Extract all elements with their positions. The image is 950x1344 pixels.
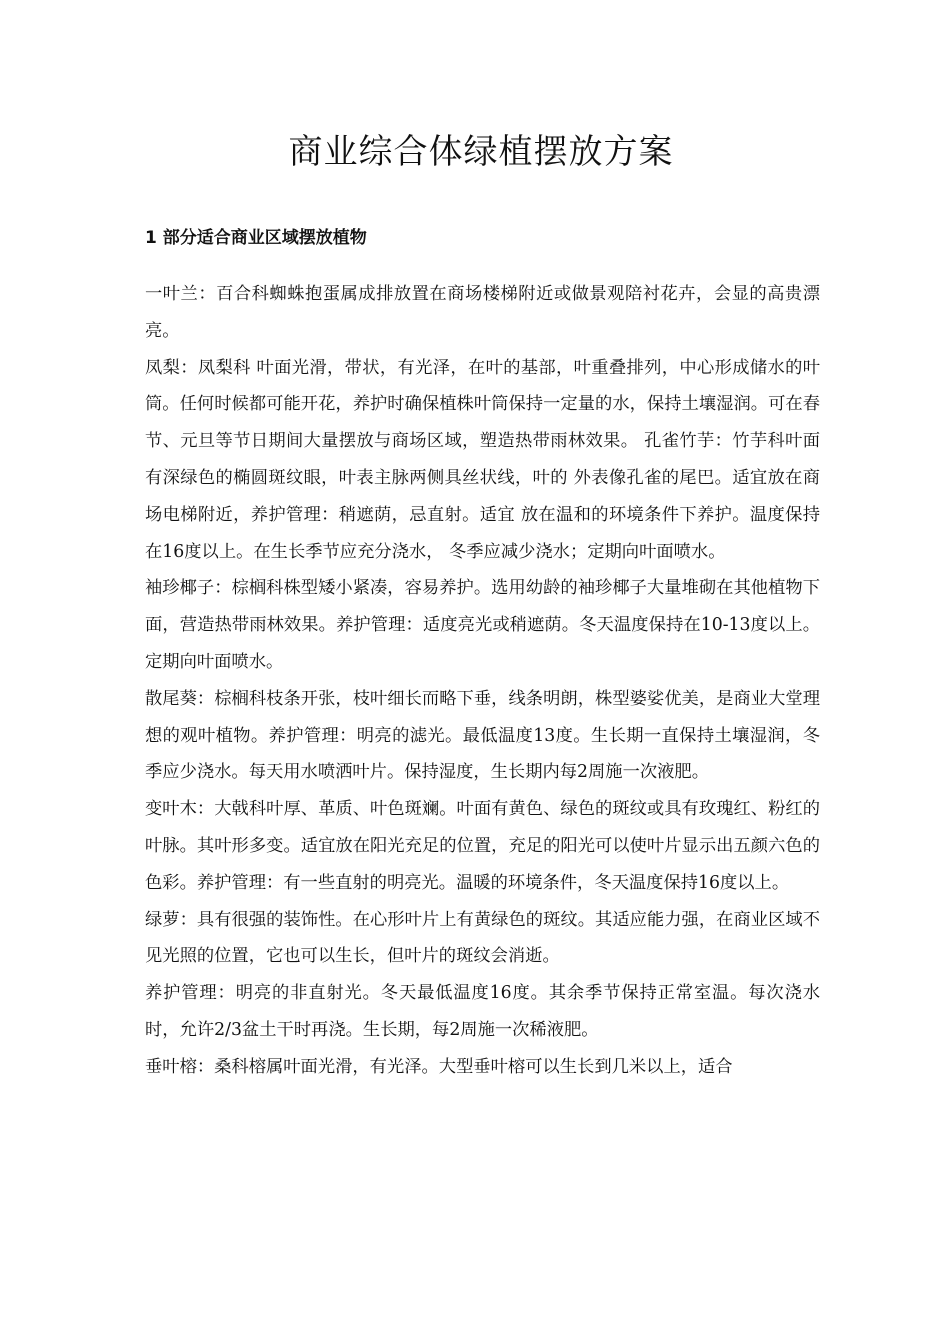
paragraph-yanghu: 养护管理：明亮的非直射光。冬天最低温度16度。其余季节保持正常室温。每次浇水时，允许2/3盆土干时再浇。生长期，每2周施一次稀液肥。 xyxy=(145,983,820,1040)
paragraph-bianyemu: 变叶木：大戟科叶厚、革质、叶色斑斓。叶面有黄色、绿色的斑纹或具有玫瑰红、粉红的叶脉。其叶形多变。适宜放在阳光充足的位置，充足的阳光可以使叶片显示出五颜六色的色彩。养护管理：有一些直射的明亮光。温暖的环境条件，冬天温度保持16度以上。 xyxy=(145,799,820,893)
paragraph-sanweikui: 散尾葵：棕榈科枝条开张，枝叶细长而略下垂，线条明朗，株型婆娑优美，是商业大堂理想的观叶植物。养护管理：明亮的滤光。最低温度13度。生长期一直保持土壤湿润，冬季应少浇水。每天用水喷洒叶片。保持湿度，生长期内每2周施一次液肥。 xyxy=(145,688,820,783)
paragraph-lvluo: 绿萝：具有很强的装饰性。在心形叶片上有黄绿色的斑纹。其适应能力强，在商业区域不见光照的位置，它也可以生长，但叶片的斑纹会消逝。 xyxy=(145,909,820,967)
paragraph-yiyelan: 一叶兰：百合科蜘蛛抱蛋属成排放置在商场楼梯附近或做景观陪衬花卉，会显的高贵漂亮。 xyxy=(145,284,820,341)
paragraph-chuiyerong: 垂叶榕：桑科榕属叶面光滑，有光泽。大型垂叶榕可以生长到几米以上，适合 xyxy=(145,1056,733,1077)
document-body xyxy=(145,276,820,1086)
paragraph-xiuzhenyezi: 袖珍椰子：棕榈科株型矮小紧凑，容易养护。选用幼龄的袖珍椰子大量堆砌在其他植物下面，营造热带雨林效果。养护管理：适度亮光或稍遮荫。冬天温度保持在10-13度以上。定期向叶面喷水。 xyxy=(145,578,820,672)
document-title: 商业综合体绿植摆放方案 xyxy=(288,132,674,172)
section-heading: 1 部分适合商业区域摆放植物 xyxy=(145,228,367,248)
paragraph-fengli: 凤梨：凤梨科 叶面光滑，带状，有光泽，在叶的基部，叶重叠排列，中心形成储水的叶筒。任何时候都可能开花，养护时确保植株叶筒保持一定量的水，保持土壤湿润。可在春节、元旦等节日期间大量摆放与商场区域，塑造热带雨林效果。 孔雀竹芋：竹芋科叶面有深绿色的椭圆斑纹眼，叶表主脉两侧具丝状线，叶的 外表像孔雀的尾巴。适宜放在商场电梯附近，养护管理：稍遮荫，忌直射。适宜 放在温和的环境条件下养护。温度保持在16度以上。在生长季节应充分浇水， 冬季应减少浇水；定期向叶面喷水。 xyxy=(145,357,820,562)
